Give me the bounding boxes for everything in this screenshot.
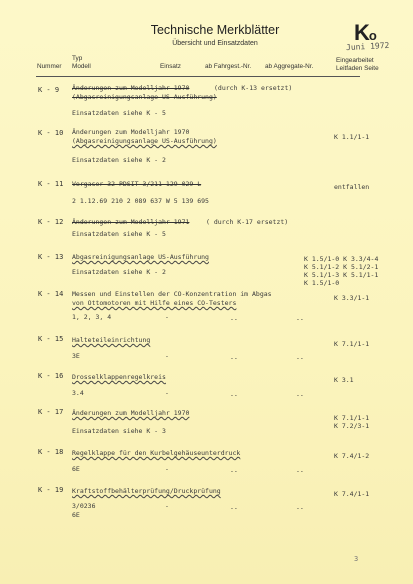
col-fahrgest-label: ab Fahrgest.-Nr. — [205, 63, 252, 70]
col-modell-label: Modell — [72, 63, 91, 70]
entry-detail: 2 1.12.69 210 2 089 637 W 5 139 695 — [72, 197, 209, 205]
entry-title: Messen und Einstellen der CO-Konzentration im Abgas — [72, 290, 272, 298]
entry-code: K - 16 — [38, 372, 64, 380]
entry-title: Änderungen zum Modelljahr 1970 — [72, 409, 190, 417]
entry-dash: -- — [296, 467, 304, 475]
entry-code: K - 12 — [38, 218, 64, 226]
entry-dash: -- — [296, 391, 304, 399]
entry-title: Änderungen zum Modelljahr 1970 — [72, 84, 190, 92]
entry-detail: 6E — [72, 465, 80, 473]
entry-title: Regelklappe für den Kurbelgehäuseunterdruck — [72, 449, 241, 457]
entry-code: K - 19 — [38, 486, 64, 494]
entry-dash: - — [165, 465, 169, 473]
entry-code: K - 17 — [38, 408, 64, 416]
entry-reference: K 7.4/1-1 — [334, 490, 370, 498]
entry-reference: K 7.2/3-1 — [334, 422, 370, 430]
entry-reference: K 3.1 — [334, 376, 354, 384]
entry-code: K - 9 — [38, 86, 60, 94]
entry-dash: - — [165, 313, 169, 321]
entry-code: K - 10 — [38, 129, 64, 137]
col-nummer-label: Nummer — [37, 63, 62, 70]
entry-reference: K 3.3/1-1 — [334, 294, 370, 302]
entry-code: K - 11 — [38, 180, 64, 188]
entry-note: (durch K-13 ersetzt) — [214, 84, 293, 92]
col-einsatz-label: Einsatz — [160, 63, 181, 70]
entry-detail: Einsatzdaten siehe K - 3 — [72, 427, 166, 435]
entry-detail: 3/0236 — [72, 502, 96, 510]
entry-reference: K 7.1/1-1 — [334, 414, 370, 422]
entry-reference: K 7.1/1-1 — [334, 340, 370, 348]
entry-title: Änderungen zum Modelljahr 1970 — [72, 128, 190, 136]
entry-dash: -- — [296, 315, 304, 323]
entry-title: Kraftstoffbehälterprüfung/Druckprüfung — [72, 487, 221, 495]
entry-detail: 1, 2, 3, 4 — [72, 313, 112, 321]
entry-reference: K 5.1/1-2 K 5.1/2-1 — [304, 263, 379, 271]
col-leitfaden-label-2: Leitfaden Seite — [336, 65, 379, 72]
entry-detail: 3E — [72, 352, 80, 360]
entry-code: K - 18 — [38, 448, 64, 456]
col-typ-label: Typ — [72, 55, 83, 62]
handwritten-date: Juni 1972 — [345, 40, 390, 53]
entry-reference: K 1.5/1-0 — [304, 279, 340, 287]
entry-note: ( durch K-17 ersetzt) — [206, 218, 289, 226]
page-number: 3 — [354, 555, 359, 563]
entry-reference: K 5.1/1-3 K 5.1/1-1 — [304, 271, 379, 279]
header-rule — [36, 76, 360, 77]
entry-dash: -- — [230, 467, 238, 475]
entry-detail: 3.4 — [72, 389, 84, 397]
entry-dash: -- — [230, 391, 238, 399]
entry-detail: Einsatzdaten siehe K - 5 — [72, 109, 166, 117]
entry-detail: Einsatzdaten siehe K - 5 — [72, 230, 166, 238]
entry-title: Drosselklappenregelkreis — [72, 373, 166, 381]
entry-subtitle: (Abgasreinigungsanlage US-Ausführung) — [72, 93, 217, 101]
entry-detail: Einsatzdaten siehe K - 2 — [72, 268, 166, 276]
col-leitfaden-label-1: Eingearbeitet — [336, 57, 374, 64]
entry-reference: entfallen — [334, 183, 370, 191]
entry-dash: -- — [296, 354, 304, 362]
entry-dash: -- — [230, 504, 238, 512]
entry-reference: K 1.5/1-0 K 3.3/4-4 — [304, 255, 379, 263]
entry-code: K - 13 — [38, 253, 64, 261]
entry-title: Abgasreinigungsanlage US-Ausführung — [72, 253, 209, 261]
document-title: Technische Merkblätter — [150, 23, 280, 37]
entry-dash: -- — [230, 354, 238, 362]
entry-title: Änderungen zum Modelljahr 1971 — [72, 218, 190, 226]
entry-detail: 6E — [72, 511, 80, 519]
entry-title: Halteteileinrichtung — [72, 336, 151, 344]
entry-subtitle: (Abgasreinigungsanlage US-Ausführung) — [72, 137, 217, 145]
entry-reference: K 7.4/1-2 — [334, 452, 370, 460]
entry-dash: - — [165, 502, 169, 510]
entry-code: K - 15 — [38, 335, 64, 343]
document-subtitle: Übersicht und Einsatzdaten — [172, 40, 258, 47]
entry-dash: - — [165, 389, 169, 397]
entry-code: K - 14 — [38, 290, 64, 298]
entry-reference: K 1.1/1-1 — [334, 133, 370, 141]
entry-title: Vergaser 32 PDSIT-3/211 129 029 L — [72, 180, 202, 188]
entry-subtitle: von Ottomotoren mit Hilfe eines CO-Testers — [72, 299, 237, 307]
col-aggregate-label: ab Aggregate-Nr. — [265, 63, 314, 70]
entry-dash: - — [165, 352, 169, 360]
section-logo: Ko — [354, 20, 376, 45]
entry-dash: -- — [230, 315, 238, 323]
entry-detail: Einsatzdaten siehe K - 2 — [72, 156, 166, 164]
entry-dash: -- — [296, 504, 304, 512]
